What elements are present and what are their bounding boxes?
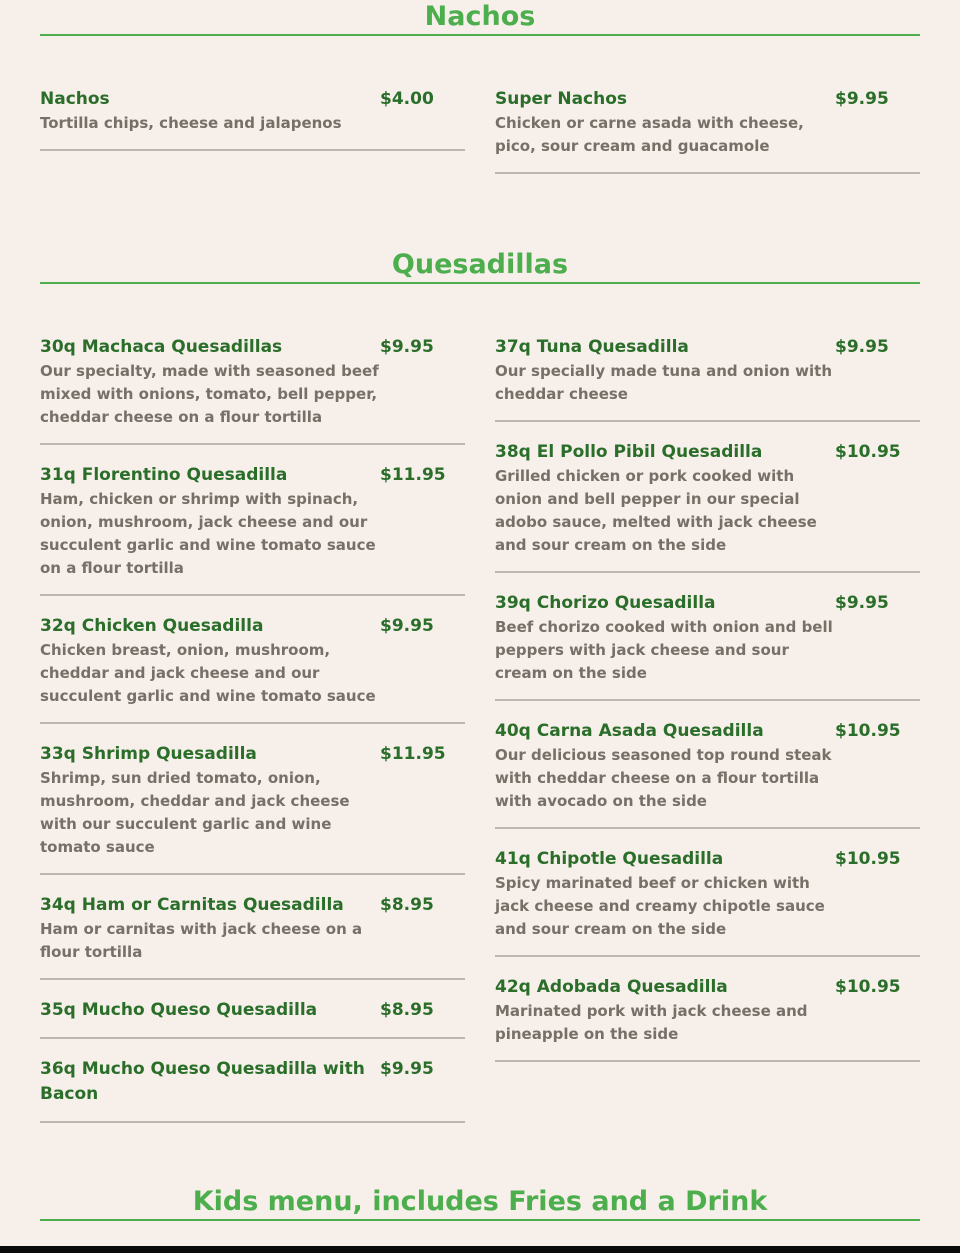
menu-item-name: 41q Chipotle Quesadilla	[495, 849, 724, 869]
menu-item	[495, 719, 920, 829]
menu-item-description: Our specially made tuna and onion with cheddar cheese	[495, 362, 833, 403]
menu-item	[40, 893, 465, 980]
menu-item-name: 36q Mucho Queso Quesadilla with Bacon	[40, 1059, 365, 1104]
menu-item-name: 40q Carna Asada Quesadilla	[495, 721, 764, 741]
menu-item-name: 38q El Pollo Pibil Quesadilla	[495, 442, 763, 462]
menu-item	[495, 87, 920, 174]
menu-item	[495, 335, 920, 422]
menu-item-name: 33q Shrimp Quesadilla	[40, 744, 257, 764]
menu-item-price: $9.95	[835, 337, 889, 357]
menu-item	[40, 998, 465, 1039]
menu-item-name: 31q Florentino Quesadilla	[40, 465, 288, 485]
menu-item	[495, 847, 920, 957]
menu-item	[40, 463, 465, 596]
menu-item-name: 37q Tuna Quesadilla	[495, 337, 689, 357]
section-title-kids: Kids menu, includes Fries and a Drink	[40, 1185, 920, 1221]
menu-item-price: $11.95	[380, 744, 446, 764]
nachos-right-column	[495, 87, 920, 192]
menu-item-price: $8.95	[380, 895, 434, 915]
nachos-left-column	[40, 87, 465, 169]
menu-item-description: Beef chorizo cooked with onion and bell peppers with jack cheese and sour cream on the side	[495, 618, 833, 682]
menu-item-name: 39q Chorizo Quesadilla	[495, 593, 716, 613]
menu-item	[40, 1057, 465, 1123]
menu-item-price: $4.00	[380, 89, 434, 109]
menu-item-price: $9.95	[835, 593, 889, 613]
menu-item	[40, 87, 465, 151]
menu-item-price: $9.95	[835, 89, 889, 109]
menu-item-description: Our delicious seasoned top round steak with cheddar cheese on a flour tortilla with avocado on the side	[495, 746, 832, 810]
menu-item	[495, 440, 920, 573]
menu-item	[40, 614, 465, 724]
menu-item-description: Grilled chicken or pork cooked with onion and bell pepper in our special adobo sauce, melted with jack cheese and sour cream on the side	[495, 467, 817, 554]
menu-item-price: $10.95	[835, 721, 901, 741]
bottom-bar	[0, 1246, 960, 1253]
menu-item-name: 30q Machaca Quesadillas	[40, 337, 283, 357]
menu-item-price: $10.95	[835, 442, 901, 462]
menu-item-description: Chicken or carne asada with cheese, pico, sour cream and guacamole	[495, 114, 804, 155]
menu-item-description: Chicken breast, onion, mushroom, cheddar and jack cheese and our succulent garlic and wine tomato sauce	[40, 641, 376, 705]
menu-item-name: Super Nachos	[495, 89, 628, 109]
menu-item-price: $11.95	[380, 465, 446, 485]
menu-item-name: 42q Adobada Quesadilla	[495, 977, 728, 997]
menu-item-description: Marinated pork with jack cheese and pineapple on the side	[495, 1002, 808, 1043]
quesadillas-left-column	[40, 335, 465, 1141]
menu-item-description: Spicy marinated beef or chicken with jack cheese and creamy chipotle sauce and sour cream on the side	[495, 874, 825, 938]
menu-item	[495, 975, 920, 1062]
menu-item-description: Tortilla chips, cheese and jalapenos	[40, 114, 342, 132]
menu-item-price: $10.95	[835, 977, 901, 997]
menu-item-description: Shrimp, sun dried tomato, onion, mushroom, cheddar and jack cheese with our succulent garlic and wine tomato sauce	[40, 769, 350, 856]
menu-item	[40, 742, 465, 875]
menu-item-description: Our specialty, made with seasoned beef mixed with onions, tomato, bell pepper, cheddar cheese on a flour tortilla	[40, 362, 379, 426]
menu-item-name: 35q Mucho Queso Quesadilla	[40, 1000, 318, 1020]
menu-item	[40, 335, 465, 445]
section-title-quesadillas: Quesadillas	[40, 248, 920, 284]
menu-item	[495, 591, 920, 701]
menu-item-price: $9.95	[380, 616, 434, 636]
menu-item-description: Ham, chicken or shrimp with spinach, onion, mushroom, jack cheese and our succulent garlic and wine tomato sauce on a flour tortilla	[40, 490, 376, 577]
menu-item-price: $9.95	[380, 337, 434, 357]
menu-item-name: 32q Chicken Quesadilla	[40, 616, 264, 636]
menu-item-name: 34q Ham or Carnitas Quesadilla	[40, 895, 344, 915]
menu-item-price: $9.95	[380, 1059, 434, 1079]
menu-item-price: $8.95	[380, 1000, 434, 1020]
menu-item-price: $10.95	[835, 849, 901, 869]
section-title-nachos: Nachos	[40, 0, 920, 36]
menu-item-name: Nachos	[40, 89, 110, 109]
quesadillas-right-column	[495, 335, 920, 1080]
menu-item-description: Ham or carnitas with jack cheese on a flour tortilla	[40, 920, 363, 961]
